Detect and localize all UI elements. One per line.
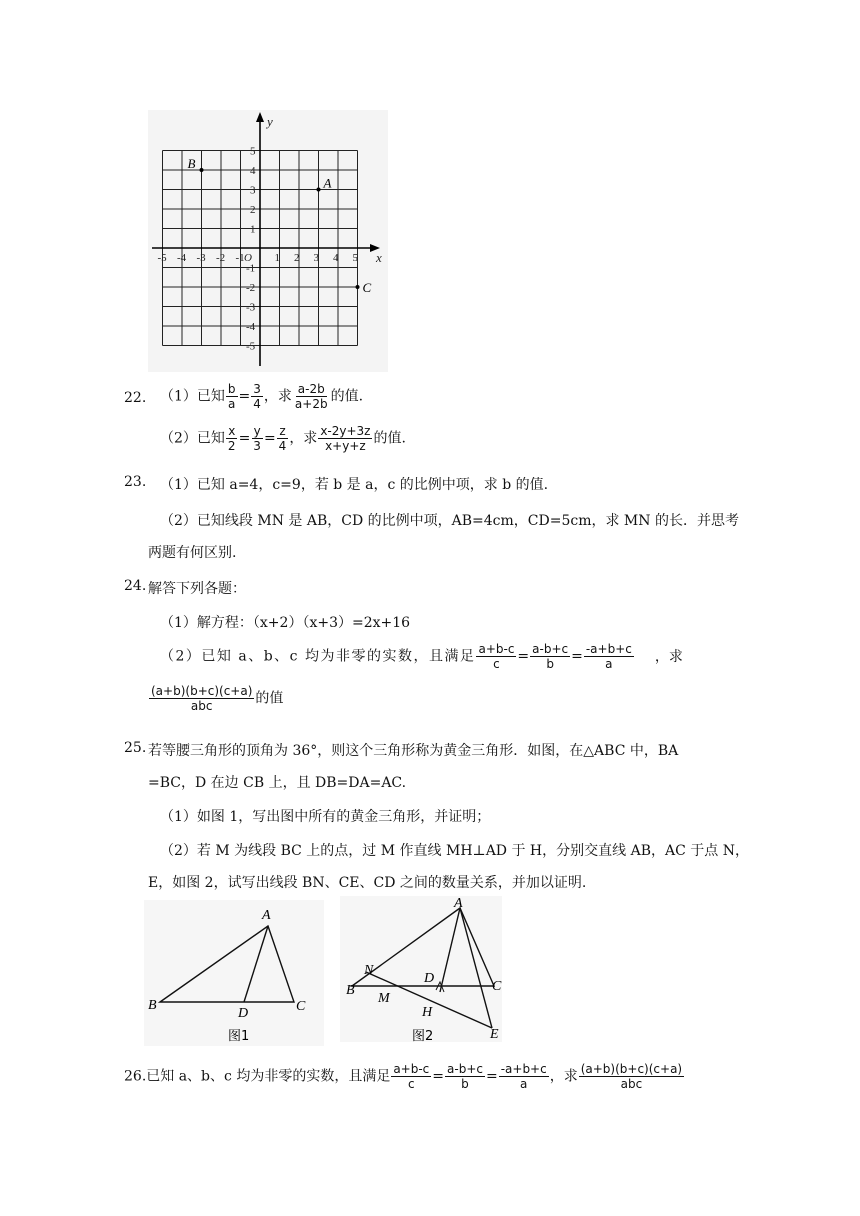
fig2-label-E: E xyxy=(490,1027,499,1042)
x-tick-label: -1 xyxy=(235,252,245,264)
y-tick-label: 3 xyxy=(250,184,256,197)
q24-number: 24. xyxy=(124,578,147,594)
point-c xyxy=(356,285,360,289)
q25-part1: （1）如图 1，写出图中所有的黄金三角形，并证明； xyxy=(160,809,491,825)
fraction: $\frac{z}{4}$ xyxy=(278,424,287,453)
x-tick-label: 5 xyxy=(352,252,358,264)
point-label-a: A xyxy=(323,175,332,191)
fig2-label-D: D xyxy=(424,971,435,986)
q25-line2: =BC，D 在边 CB 上，且 DB=DA=AC. xyxy=(148,775,407,791)
fig2-label-B: B xyxy=(346,983,355,998)
q25-number: 25. xyxy=(124,740,147,756)
y-tick-label: -2 xyxy=(246,282,256,294)
y-tick-label: -1 xyxy=(246,262,256,275)
origin-label: O xyxy=(244,252,252,264)
q26-line: 26.已知 a、b、c 均为非零的实数，且满足 $\frac{a+b-c}{c}$ = $\frac{a-b+c}{b}$ = $\frac{-a+b+c}{a}$ ，求 $\frac{(a+b)(b+c)(c+a)}{\text{abc}}$ xyxy=(124,1062,683,1091)
fig2-label-N: N xyxy=(364,963,374,978)
y-tick-label: 4 xyxy=(250,165,256,177)
q25-part2-line1: （2）若 M 为线段 BC 上的点，过 M 作直线 MH⊥AD 于 H，分别交直线 AB，AC 于点 N， xyxy=(160,843,749,859)
y-tick-label: -5 xyxy=(246,340,256,353)
fig1-label-B: B xyxy=(148,998,157,1013)
x-axis-label: x xyxy=(376,250,382,265)
fig1-label-D: D xyxy=(238,1006,249,1021)
fig1-label-C: C xyxy=(296,999,306,1014)
q23-part2-line2: 两题有何区别. xyxy=(148,545,237,561)
x-tick-label: 2 xyxy=(294,252,300,264)
q24-part2: （2）已知 a、b、c 均为非零的实数，且满足 $\frac{a+b-c}{c}$ = $\frac{a-b+c}{b}$ = $\frac{-a+b+c}{a}$ ，求 xyxy=(160,642,683,671)
q23-part1: （1）已知 a=4，c=9，若 b 是 a，c 的比例中项，求 b 的值. xyxy=(160,477,549,493)
q22-number: 22. xyxy=(124,390,147,406)
fraction: $\frac{-a+b+c}{a}$ xyxy=(585,642,632,671)
fraction: $\frac{x}{2}$ xyxy=(227,424,236,453)
x-tick-label: -2 xyxy=(216,252,226,264)
q22-part2: （2）已知 $\frac{x}{2}$ = $\frac{y}{3}$ = $\frac{z}{4}$ ，求 $\frac{x-2y+3z}{x+y+z}$ 的值. xyxy=(160,424,406,453)
x-tick-label: -4 xyxy=(177,252,187,264)
point-a xyxy=(317,188,321,192)
fig1-caption: 图1 xyxy=(228,1029,250,1044)
fig2-label-C: C xyxy=(492,979,502,994)
y-axis-label: y xyxy=(267,114,273,129)
point-label-b: B xyxy=(187,156,196,171)
y-tick-label: 5 xyxy=(250,145,256,158)
x-tick-label: 4 xyxy=(333,252,339,264)
q25-part2-line2: E，如图 2，试写出线段 BN、CE、CD 之间的数量关系，并加以证明. xyxy=(148,875,587,891)
fraction: $\frac{a-b+c}{b}$ xyxy=(447,1062,483,1091)
q23-part2-line1: （2）已知线段 MN 是 AB，CD 的比例中项，AB=4cm，CD=5cm，求 MN 的长．并思考 xyxy=(160,513,739,529)
y-tick-label: -3 xyxy=(246,301,256,314)
q24-part2-line2: $\frac{(a+b)(b+c)(c+a)}{\text{abc}}$ 的值 xyxy=(151,684,284,713)
point-label-c: C xyxy=(362,280,372,295)
q24-title: 解答下列各题： xyxy=(148,581,246,597)
fraction: $\frac{(a+b)(b+c)(c+a)}{\text{abc}}$ xyxy=(580,1062,683,1091)
x-tick-label: -3 xyxy=(196,252,206,264)
fraction: $\frac{a+b-c}{c}$ xyxy=(393,1062,430,1091)
x-tick-label: 1 xyxy=(274,252,280,264)
q25-line1: 若等腰三角形的顶角为 36°，则这个三角形称为黄金三角形．如图，在△ABC 中，BA xyxy=(148,743,679,759)
x-tick-label: -5 xyxy=(157,252,167,264)
figure-1 xyxy=(140,900,330,1050)
fig1-label-A: A xyxy=(262,908,271,923)
point-b xyxy=(200,168,204,172)
fig2-caption: 图2 xyxy=(412,1029,434,1044)
x-tick-label: 3 xyxy=(313,252,319,264)
fraction: $\frac{x-2y+3z}{x+y+z}$ xyxy=(320,424,371,453)
figure-2 xyxy=(340,896,505,1046)
fig2-label-H: H xyxy=(422,1005,433,1020)
y-tick-label: 2 xyxy=(250,204,256,216)
fig2-label-M: M xyxy=(378,991,390,1006)
fraction: $\frac{3}{4}$ xyxy=(253,382,261,411)
fraction: $\frac{a+b-c}{c}$ xyxy=(478,642,515,671)
y-tick-label: 1 xyxy=(250,223,256,236)
q22-part1: 22. （1）已知 $\frac{b}{a}$ = $\frac{3}{4}$ ，求 $\frac{a-2b}{a+2b}$ 的值. xyxy=(124,382,364,411)
fraction: $\frac{(a+b)(b+c)(c+a)}{\text{abc}}$ xyxy=(151,684,253,713)
q24-part1: （1）解方程：（x+2）（x+3）=2x+16 xyxy=(160,615,411,631)
y-tick-label: -4 xyxy=(246,321,256,333)
fraction: $\frac{-a+b+c}{a}$ xyxy=(500,1062,547,1091)
coordinate-grid-figure xyxy=(148,110,388,372)
fraction: $\frac{a-2b}{a+2b}$ xyxy=(294,382,328,411)
fraction: $\frac{b}{a}$ xyxy=(227,382,236,411)
fraction: $\frac{a-b+c}{b}$ xyxy=(532,642,569,671)
q23-number: 23. xyxy=(124,474,147,490)
fraction: $\frac{y}{3}$ xyxy=(253,424,261,453)
fig2-label-A: A xyxy=(454,896,463,911)
